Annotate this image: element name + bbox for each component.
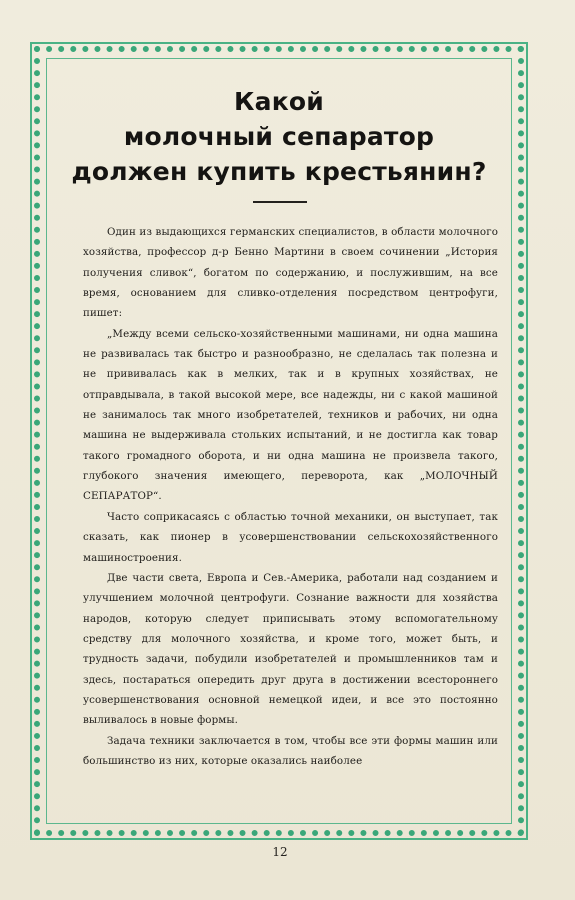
paragraph: Часто соприкасаясь с областью точной механики, он выступает, так сказать, как пионер в усовершенствовании сельскохозяйственного машиностроения. [83, 510, 498, 564]
title-line-3: должен купить крестьянин? [71, 157, 487, 186]
article-body [83, 222, 498, 771]
paragraph: „Между всеми сельско-хозяйственными машинами, ни одна машина не развивалась так быстро и разнообразно, не сделалась так полезна и не прививалась как в мелких, так и в крупных хозяйствах, не отправдывала, в такой высокой мере, все надежды, ни с какой машиной не занималось так много изобретателей, техников и рабочих, ни одна машина не выдерживала стольких испытаний, и не достигла как товар такого громадного оборота, и ни одна машина не произвела такого, глубокого значения имеющего, переворота, как „МОЛОЧНЫЙ СЕПАРАТОР“. [83, 327, 498, 503]
page-number: 12 [272, 845, 288, 859]
title-line-1: Какой [234, 87, 324, 116]
title-divider [253, 201, 307, 203]
paragraph: Один из выдающихся германских специалистов, в области молочного хозяйства, профессор д-р Бенно Мартини в своем сочинении „История получения сливок“, богатом по содержанию, и послужившим, на все время, основанием для сливко-отделения посредством центрофуги, пишет: [83, 226, 498, 320]
title-line-2: молочный сепаратор [123, 122, 435, 151]
paragraph: Две части света, Европа и Сев.-Америка, работали над созданием и улучшением молочной центрофуги. Сознание важности для хозяйства народов, которую следует приписывать этому вспомогательному средству для молочного хозяйства, и кроме того, может быть, и трудность задачи, побудили изобретателей и промышленников там и здесь, постараться опередить друг друга в достижении всестороннего усовершенствования основной немецкой идеи, и все это постоянно выливалось в новые формы. [83, 571, 498, 727]
paragraph: Задача техники заключается в том, чтобы все эти формы машин или большинство из них, которые оказались наиболее [83, 734, 498, 767]
page-title [56, 84, 502, 189]
